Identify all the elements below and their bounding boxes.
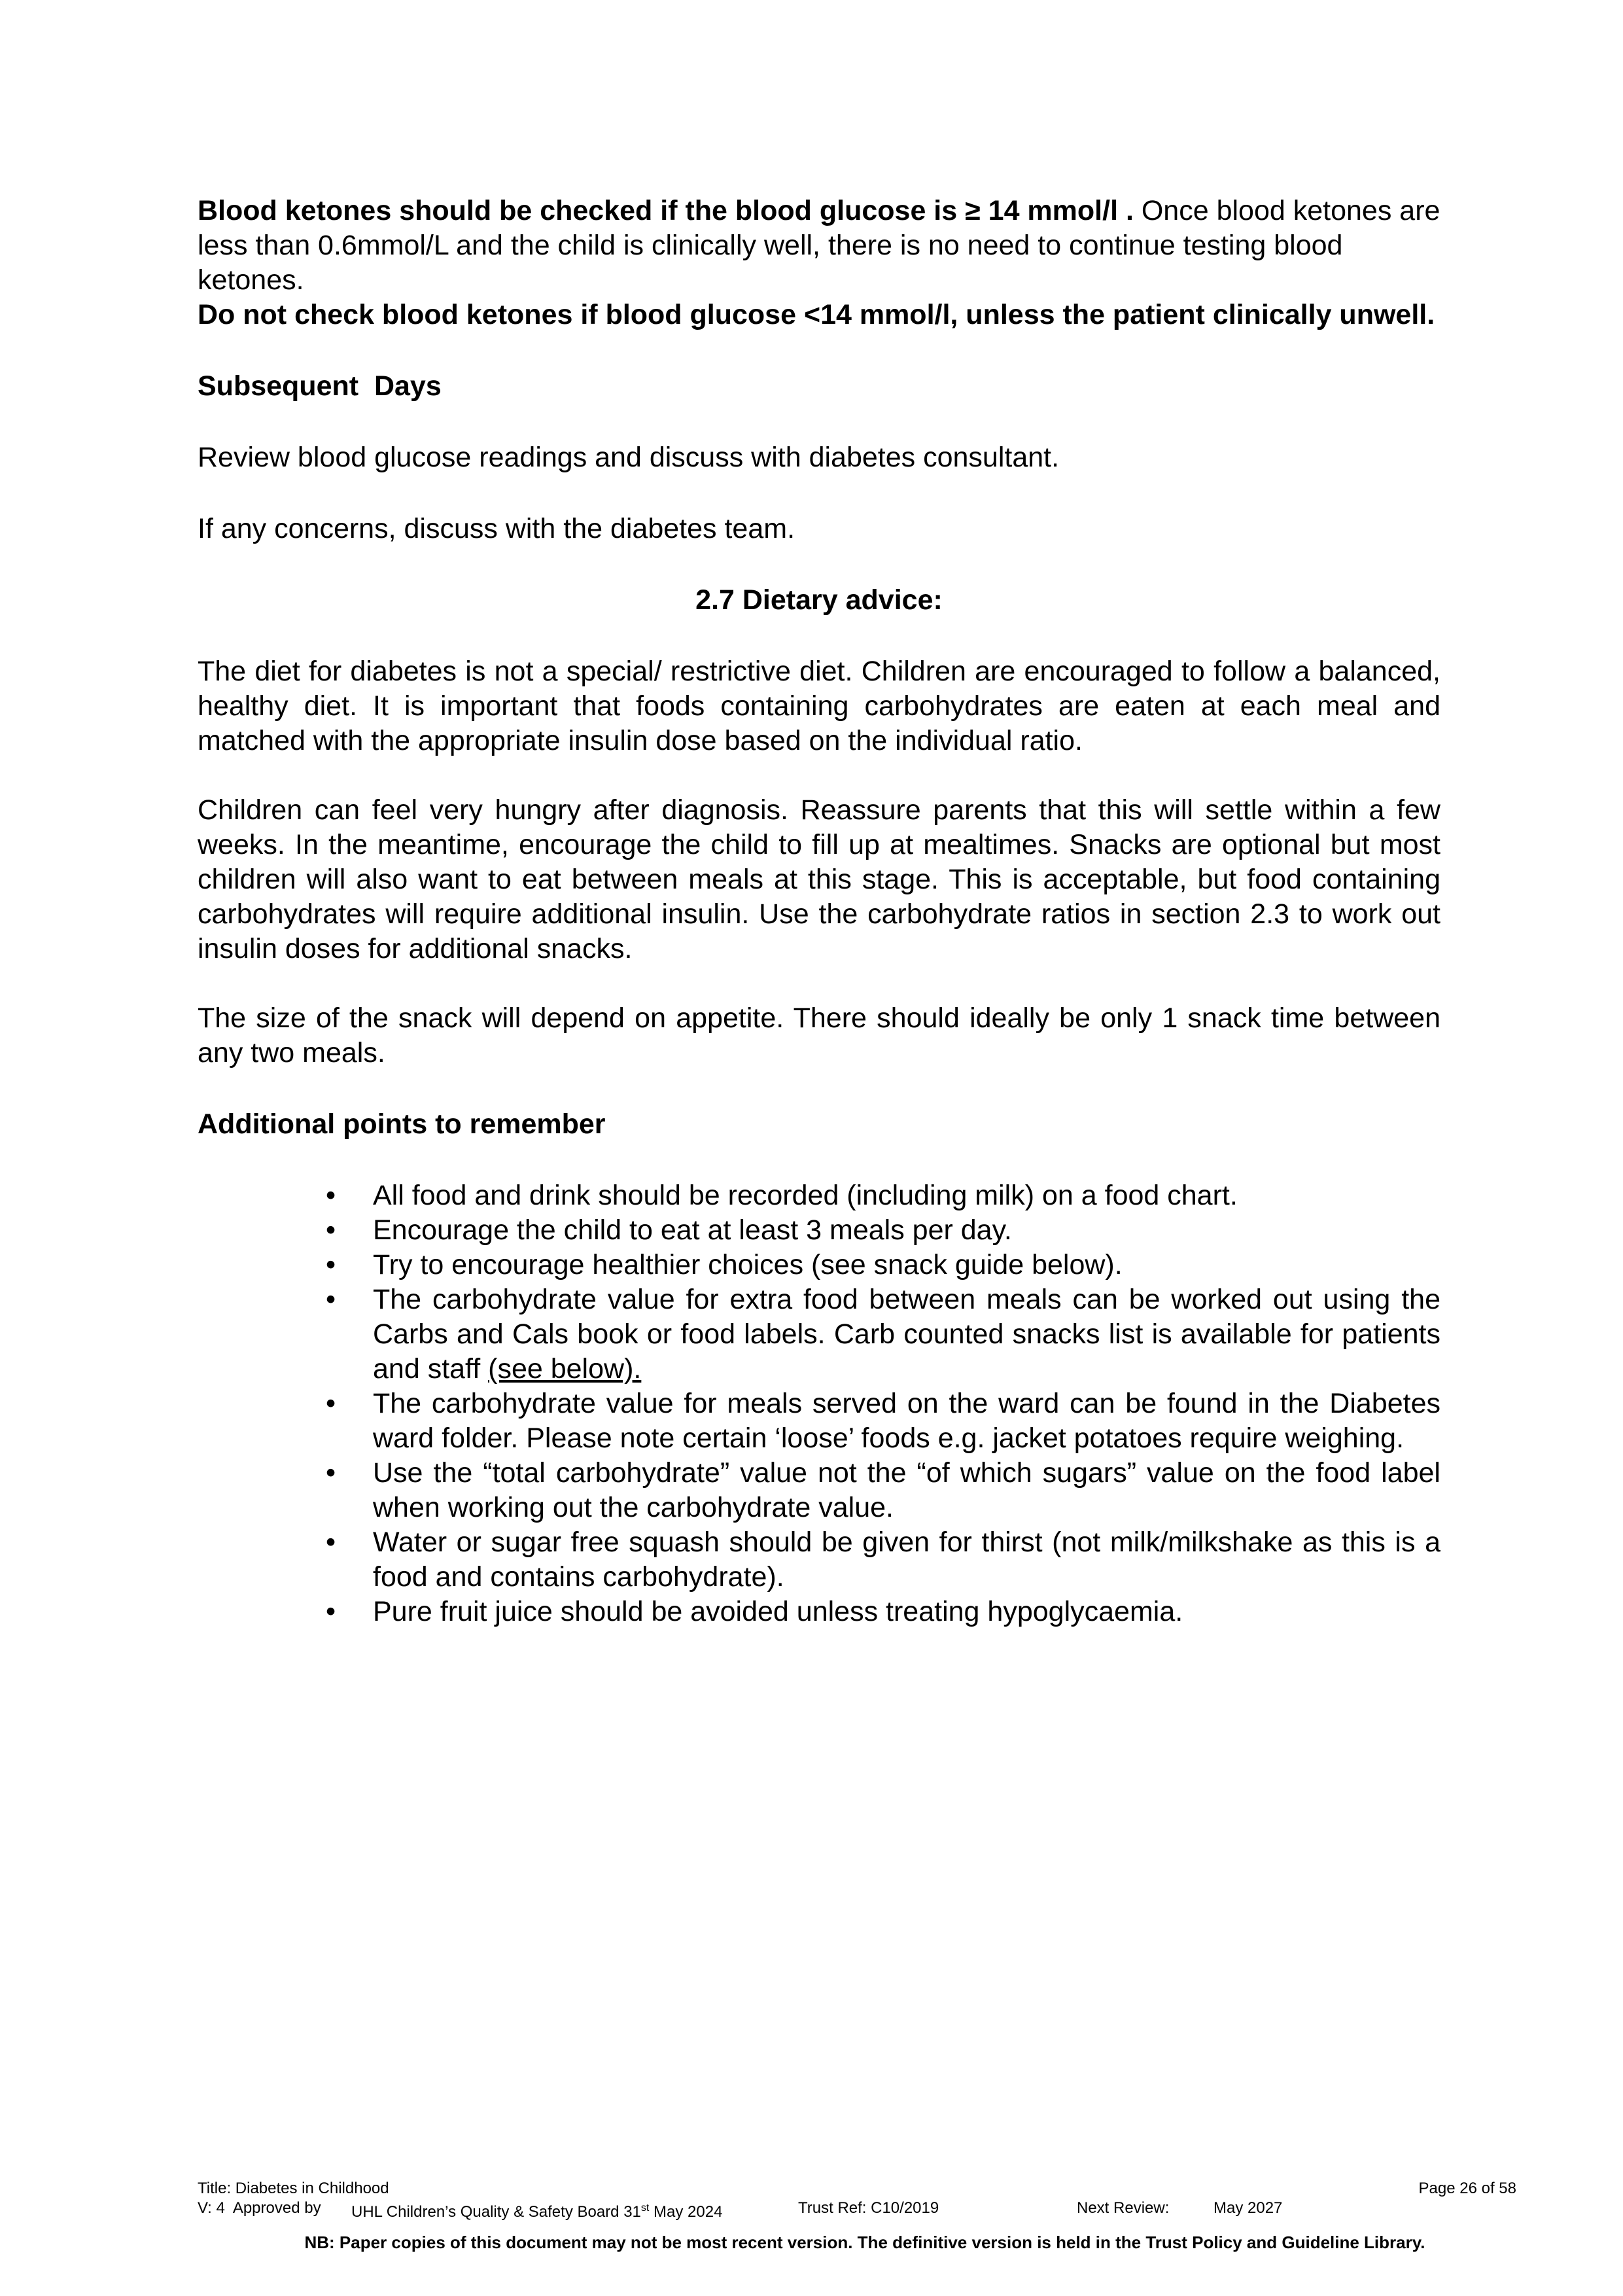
footer-note: NB: Paper copies of this document may not be most recent version. The definitive version is held in the Trust Policy and Guideline Library. (304, 2233, 1425, 2252)
dietary-para-1: The diet for diabetes is not a special/ restrictive diet. Children are encouraged to follow a balanced, healthy diet. It is important that foods containing carbohydrates are eaten at each meal and matched with the appropriate insulin dose based on the individual ratio. (198, 656, 1440, 756)
document-title: Title: Diabetes in Childhood (198, 2180, 389, 2197)
list-item: • Pure fruit juice should be avoided unless treating hypoglycaemia. (373, 1595, 1440, 1629)
bullet-icon: • (326, 1596, 336, 1627)
bullet-icon: • (326, 1457, 336, 1489)
ketones-warning: Do not check blood ketones if blood glucose <14 mmol/l, unless the patient clinically unwell. (198, 299, 1435, 330)
subsequent-days-heading: Subsequent Days (198, 370, 442, 402)
next-review-date: May 2027 (1213, 2199, 1283, 2217)
additional-points-list (198, 1178, 1440, 1629)
dietary-advice-heading: 2.7 Dietary advice: (695, 584, 943, 616)
approved-by: UHL Children’s Quality & Safety Board 31st May 2024 (351, 2202, 723, 2221)
version-label: V: 4 Approved by (198, 2199, 321, 2217)
page-footer (198, 2179, 1532, 2252)
bullet-icon: • (326, 1388, 336, 1419)
list-item: • Use the “total carbohydrate” value not the “of which sugars” value on the food label when working out the carbohydrate value. (326, 1457, 1440, 1523)
list-item: • Try to encourage healthier choices (see snack guide below). (373, 1248, 1440, 1282)
bullet-icon: • (326, 1527, 336, 1558)
trust-ref: Trust Ref: C10/2019 (798, 2199, 939, 2217)
dietary-para-3: The size of the snack will depend on appetite. There should ideally be only 1 snack time between any two meals. (198, 1002, 1440, 1069)
list-item: • All food and drink should be recorded (including milk) on a food chart. (373, 1178, 1440, 1213)
list-item: • Encourage the child to eat at least 3 meals per day. (373, 1213, 1440, 1248)
list-item: • Water or sugar free squash should be given for thirst (not milk/milkshake as this is a food and contains carbohydrate). (326, 1527, 1440, 1593)
ketones-paragraph (198, 194, 1440, 298)
dietary-para-2: Children can feel very hungry after diagnosis. Reassure parents that this will settle within a few weeks. In the meantime, encourage the child to fill up at mealtimes. Snacks are optional but most children will also want to eat between meals at this stage. This is acceptable, but food containing carbohydrates will require additional insulin. Use the carbohydrate ratios in section 2.3 to work out insulin doses for additional snacks. (198, 794, 1440, 964)
additional-points-heading: Additional points to remember (198, 1108, 606, 1140)
ketones-text: Once blood ketones are less than 0.6mmol/L and the child is clinically well, there is no need to continue testing blood ketones. (198, 195, 1440, 296)
list-item: • The carbohydrate value for meals served on the ward can be found in the Diabetes ward folder. Please note certain ‘loose’ foods e.g. jacket potatoes require weighing. (326, 1388, 1440, 1454)
bullet-icon: • (326, 1180, 336, 1211)
page-number: Page 26 of 58 (1418, 2180, 1516, 2197)
ketones-bold-text: Blood ketones should be checked if the blood glucose is ≥ 14 mmol/l . (198, 195, 1134, 226)
bullet-icon: • (326, 1249, 336, 1280)
bullet-icon: • (326, 1284, 336, 1315)
bullet-icon: • (326, 1214, 336, 1246)
next-review-label: Next Review: (1077, 2199, 1170, 2217)
subsequent-days-para-1: Review blood glucose readings and discuss with diabetes consultant. (198, 442, 1060, 473)
document-body (198, 194, 1440, 1629)
subsequent-days-para-2: If any concerns, discuss with the diabetes team. (198, 513, 795, 544)
list-item: • The carbohydrate value for extra food between meals can be worked out using the Carbs and Cals book or food labels. Carb counted snacks list is available for patients and staff (see below). (326, 1284, 1440, 1385)
see-below-link[interactable]: (see below). (488, 1353, 642, 1385)
